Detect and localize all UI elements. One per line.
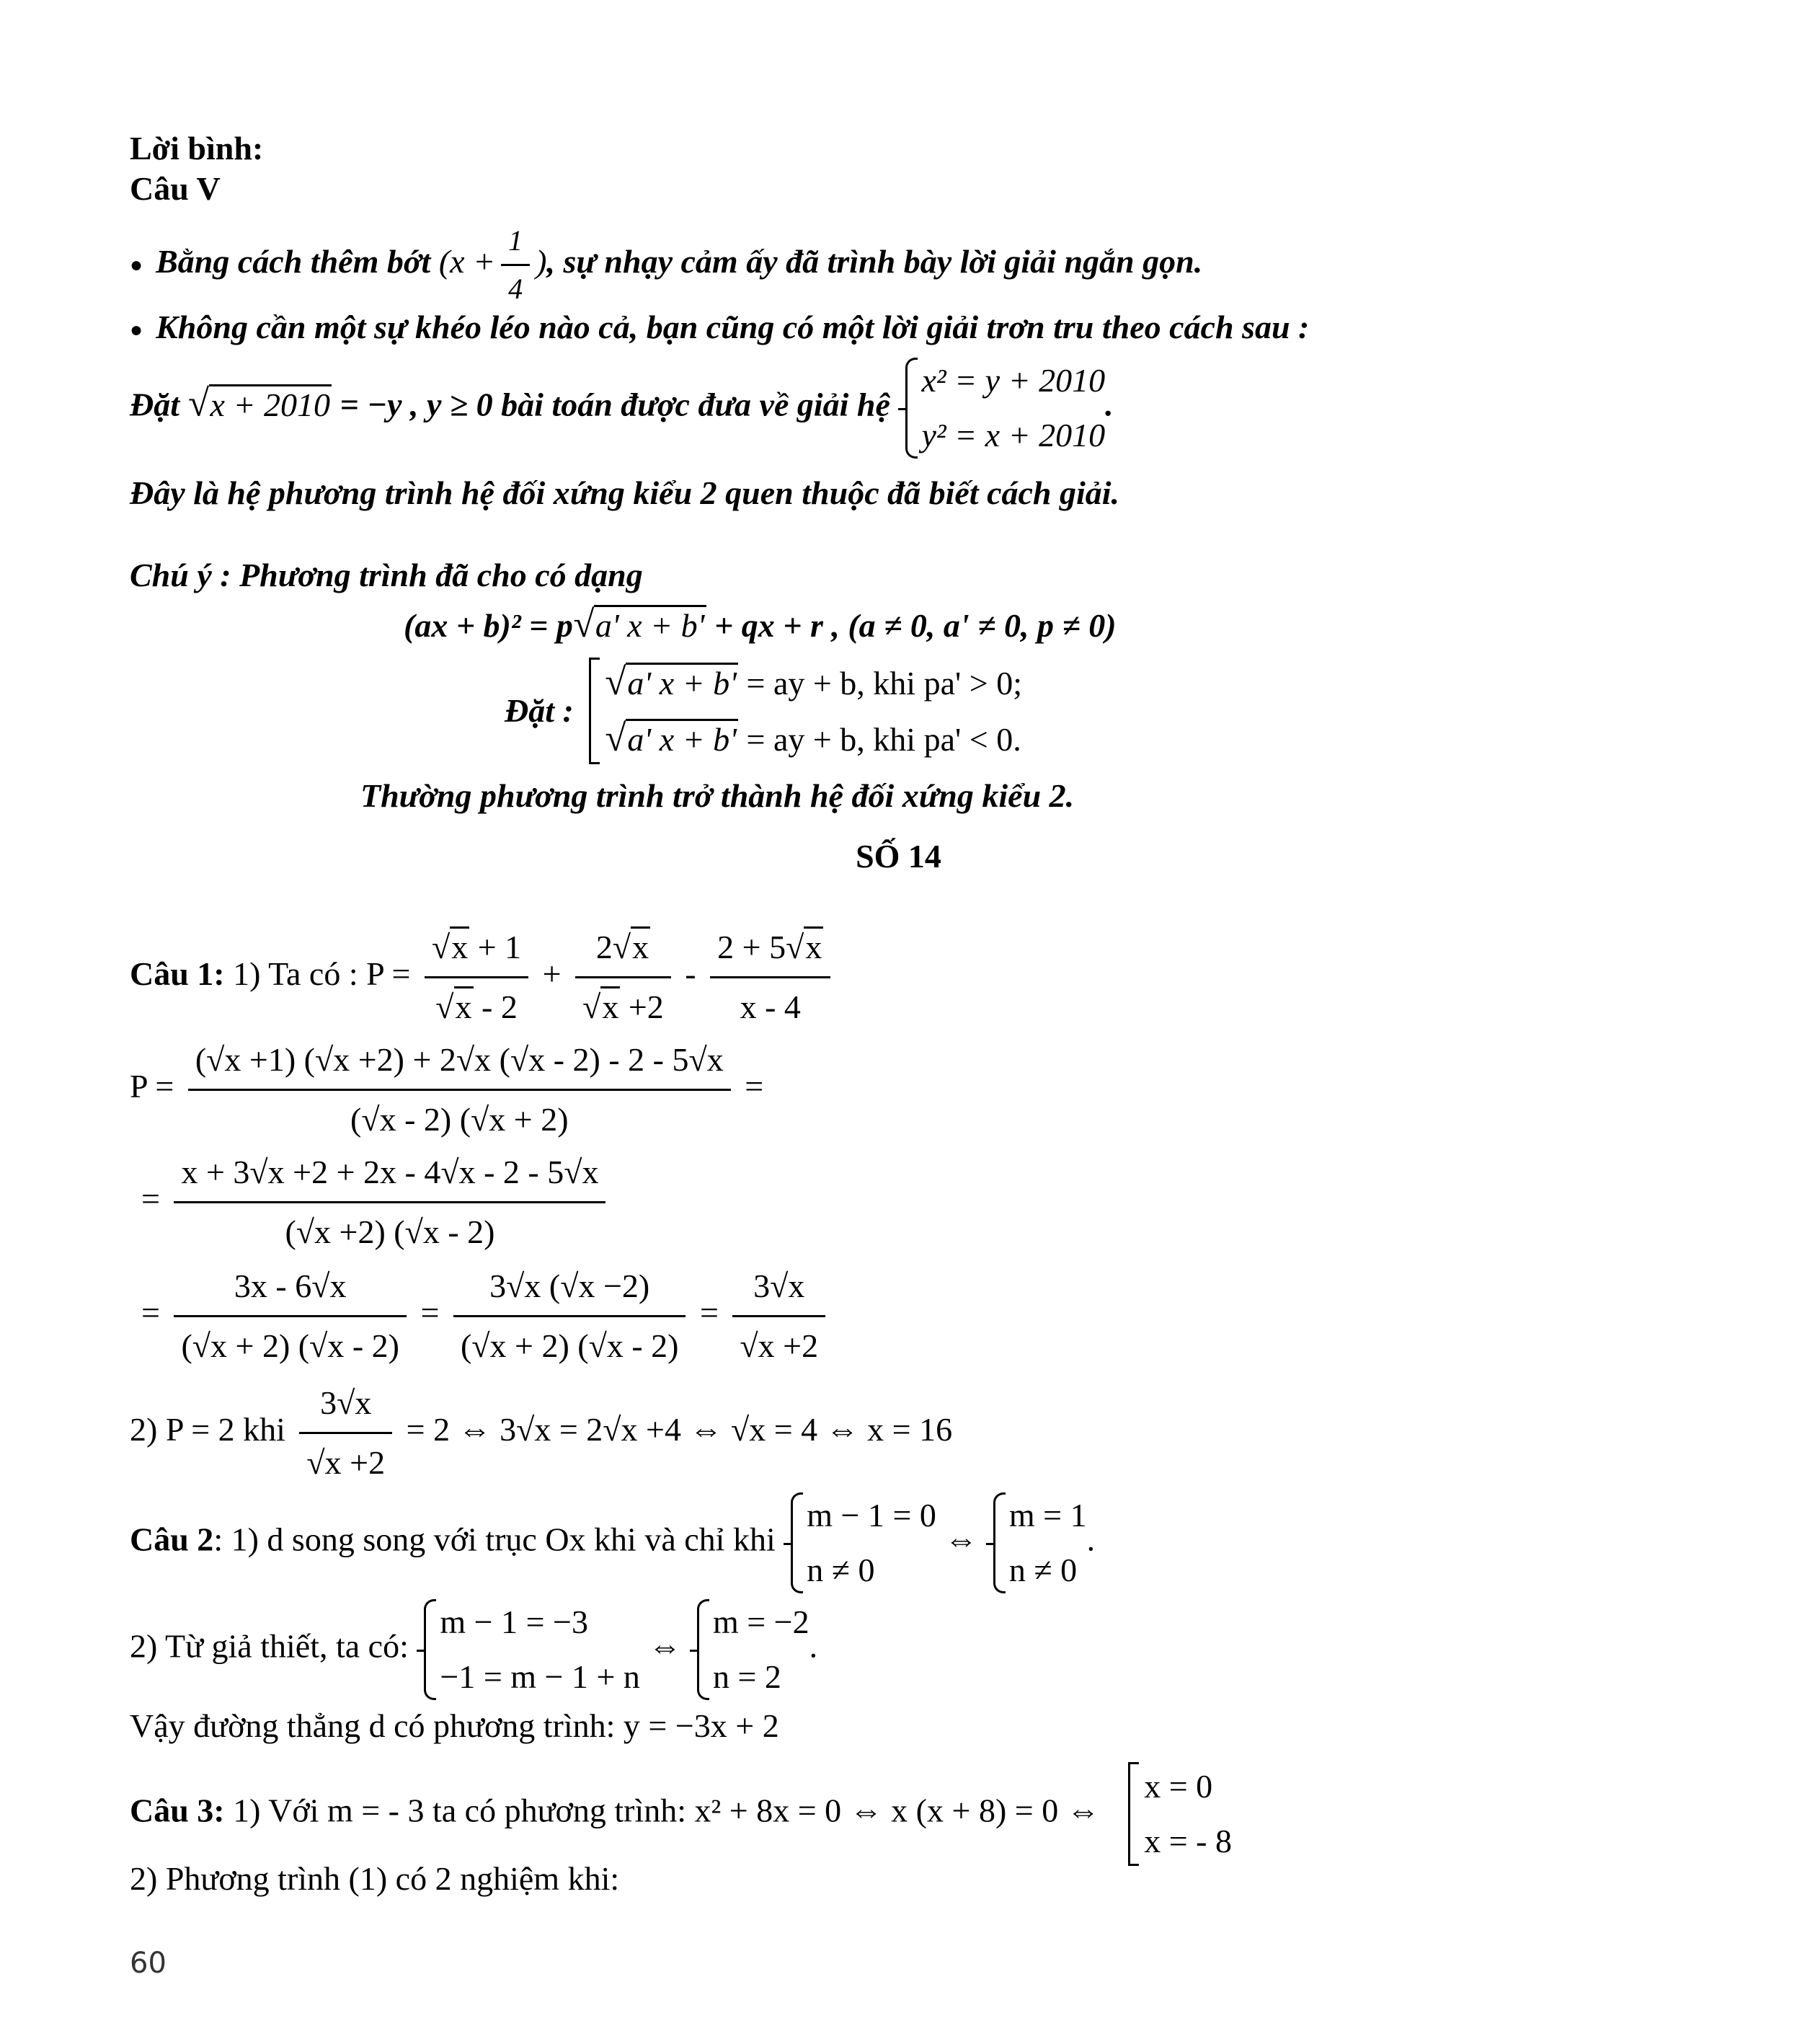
l2-lhs: P = bbox=[130, 1068, 174, 1105]
c2-l2-s2b: n = 2 bbox=[712, 1658, 781, 1695]
cau-2-line-2 bbox=[130, 1595, 817, 1704]
dat-label: Đặt bbox=[130, 386, 179, 423]
c2-s1b: n ≠ 0 bbox=[807, 1552, 875, 1588]
f1-den-root: x bbox=[454, 986, 474, 1025]
chu-y-result: Thường phương trình trở thành hệ đối xứng kiểu 2. bbox=[360, 777, 1075, 814]
cau-2-label: Câu 2 bbox=[130, 1521, 214, 1558]
c2-l2-end: . bbox=[809, 1627, 818, 1665]
f1-num-tail: + 1 bbox=[477, 929, 522, 965]
l4-fraction-1 bbox=[174, 1260, 407, 1372]
cau-2-system-2 bbox=[990, 1488, 1087, 1598]
cau-3-l1-text: 1) Với m = - 3 ta có phương trình: x² + 8x = 0 ⇔ x (x + 8) = 0 ⇔ bbox=[224, 1792, 1100, 1829]
conclusion-line: Đây là hệ phương trình hệ đối xứng kiểu 2 quen thuộc đã biết cách giải. bbox=[130, 474, 1120, 511]
case-1 bbox=[605, 655, 1022, 711]
cau-2-l1-text: : 1) d song song với trục Ox khi và chỉ khi bbox=[213, 1521, 776, 1558]
sqrt-icon: √ bbox=[572, 603, 594, 645]
sqrt-icon: √ bbox=[582, 988, 601, 1025]
iff-symbol: ⇔ bbox=[944, 1521, 978, 1558]
cau-1-line-3 bbox=[141, 1146, 611, 1258]
f1-den-tail: - 2 bbox=[482, 988, 518, 1025]
page-number: 60 bbox=[130, 1947, 167, 1980]
f2-den-root: x bbox=[600, 986, 620, 1025]
cau-3-label: Câu 3: bbox=[130, 1792, 225, 1829]
p2-pre: 2) P = 2 khi bbox=[130, 1411, 285, 1448]
c2-l2-s2a: m = −2 bbox=[712, 1603, 809, 1640]
case-1-radicand: a' x + b' bbox=[626, 663, 738, 702]
l4-fraction-3 bbox=[732, 1260, 825, 1372]
case-2-radicand: a' x + b' bbox=[626, 719, 738, 758]
p2-fraction bbox=[299, 1377, 392, 1489]
bullet-line-2 bbox=[130, 307, 1309, 350]
sqrt-icon: √ bbox=[612, 929, 631, 965]
fraction-3 bbox=[710, 921, 830, 1033]
l4-f2-den: (√x + 2) (√x - 2) bbox=[460, 1327, 679, 1364]
bullet-icon: ● bbox=[130, 318, 143, 342]
l3-fraction bbox=[174, 1146, 605, 1258]
l2-fraction bbox=[188, 1034, 731, 1146]
c2-s1a: m − 1 = 0 bbox=[807, 1497, 936, 1534]
quarter-fraction bbox=[501, 221, 530, 309]
fraction-2 bbox=[575, 921, 671, 1033]
bullet-1-pre: Bằng cách thêm bớt bbox=[156, 243, 431, 280]
bullet-line-1 bbox=[130, 221, 1202, 309]
bullet-1-post: , sự nhạy cảm ấy đã trình bày lời giải ngắn gọn. bbox=[546, 243, 1203, 280]
cau-1-line-4 bbox=[141, 1260, 831, 1372]
sqrt-icon: √ bbox=[431, 929, 451, 965]
c2-s2b: n ≠ 0 bbox=[1008, 1552, 1078, 1588]
l4-fraction-2 bbox=[453, 1260, 686, 1372]
l4-equals-3: = bbox=[699, 1294, 719, 1332]
loi-binh-heading: Lời bình: bbox=[130, 130, 264, 167]
cau-3-line-2: 2) Phương trình (1) có 2 nghiệm khi: bbox=[130, 1860, 620, 1897]
solution-1: x = 0 bbox=[1144, 1768, 1213, 1805]
sqrt-icon: √ bbox=[786, 929, 804, 965]
fraction-1 bbox=[425, 921, 528, 1033]
plus-sign: + bbox=[542, 955, 562, 993]
form-radicand: a' x + b' bbox=[594, 605, 706, 644]
expr-open: (x + bbox=[438, 243, 496, 280]
iff-symbol: ⇔ bbox=[648, 1627, 682, 1665]
cau-2-line-3: Vậy đường thẳng d có phương trình: y = −3x + 2 bbox=[130, 1707, 779, 1744]
substitution-cases bbox=[505, 655, 1022, 767]
f1-num-root: x bbox=[450, 926, 469, 965]
f2-num-head: 2 bbox=[595, 929, 613, 965]
cau-3-solutions bbox=[1125, 1759, 1232, 1869]
sqrt-icon: √ bbox=[605, 717, 626, 759]
cases-bracket bbox=[586, 655, 1022, 767]
dat-line bbox=[130, 353, 1114, 463]
c2-l2-s1b: −1 = m − 1 + n bbox=[440, 1658, 640, 1695]
sqrt-icon: √ bbox=[435, 988, 454, 1025]
f3-num-root: x bbox=[804, 926, 823, 965]
p2-den: √x +2 bbox=[306, 1444, 386, 1481]
system-braces bbox=[902, 353, 1105, 463]
l4-equals-2: = bbox=[420, 1294, 440, 1332]
section-title: SỐ 14 bbox=[856, 838, 941, 875]
general-form bbox=[404, 604, 1117, 646]
l4-equals-1: = bbox=[141, 1294, 160, 1332]
f2-num-root: x bbox=[631, 926, 650, 965]
dat-label-2: Đặt : bbox=[505, 692, 574, 729]
fraction-expression bbox=[438, 224, 547, 305]
sqrt-icon: √ bbox=[605, 661, 626, 703]
cau-2-system-1 bbox=[788, 1488, 936, 1598]
chu-y-intro: Chú ý : Phương trình đã cho có dạng bbox=[130, 557, 643, 593]
case-2 bbox=[605, 711, 1022, 767]
l4-f1-num: 3x - 6√x bbox=[174, 1260, 407, 1317]
l2-equals: = bbox=[745, 1068, 764, 1105]
f3-num-head: 2 + 5 bbox=[717, 929, 786, 965]
expr-close: ) bbox=[536, 243, 547, 280]
f2-den-tail: +2 bbox=[628, 988, 664, 1025]
l2-den: (√x - 2) (√x + 2) bbox=[350, 1101, 569, 1138]
cau-2-system-3 bbox=[421, 1595, 640, 1704]
l3-equals: = bbox=[141, 1180, 160, 1218]
cau-2-line-1 bbox=[130, 1488, 1095, 1598]
cau-1-part-2 bbox=[130, 1377, 952, 1489]
bullet-icon: ● bbox=[130, 252, 143, 277]
l3-den: (√x +2) (√x - 2) bbox=[285, 1213, 495, 1250]
cau-v-heading: Câu V bbox=[130, 170, 221, 207]
c2-l2-s1a: m − 1 = −3 bbox=[440, 1603, 588, 1640]
case-2-rest: = ay + b, khi pa' < 0. bbox=[738, 721, 1021, 758]
cau-2-system-4 bbox=[694, 1595, 809, 1704]
minus-sign: - bbox=[685, 955, 696, 993]
p2-post: = 2 ⇔ 3√x = 2√x +4 ⇔ √x = 4 ⇔ x = 16 bbox=[406, 1411, 953, 1448]
fraction-den: 4 bbox=[508, 273, 523, 305]
dat-middle-text: = −y , y ≥ 0 bài toán được đưa về giải hệ bbox=[332, 386, 890, 423]
case-1-rest: = ay + b, khi pa' > 0; bbox=[738, 665, 1023, 702]
cau-1-line-1 bbox=[130, 921, 836, 1033]
form-post: + qx + r , (a ≠ 0, a' ≠ 0, p ≠ 0) bbox=[706, 607, 1117, 644]
f3-den: x - 4 bbox=[740, 988, 801, 1025]
l4-f3-num: 3√x bbox=[732, 1260, 825, 1317]
form-pre: (ax + b)² = p bbox=[404, 607, 573, 644]
cau-1-line-2 bbox=[130, 1034, 763, 1146]
cau-1-label: Câu 1: bbox=[130, 955, 225, 993]
l4-f3-den: √x +2 bbox=[740, 1327, 819, 1364]
system-eq-1: x² = y + 2010 bbox=[921, 362, 1106, 399]
p2-num: 3√x bbox=[299, 1377, 392, 1434]
c2-s2a: m = 1 bbox=[1008, 1497, 1087, 1534]
sqrt-icon: √ bbox=[187, 382, 209, 425]
l3-num: x + 3√x +2 + 2x - 4√x - 2 - 5√x bbox=[174, 1146, 605, 1203]
l4-f2-num: 3√x (√x −2) bbox=[453, 1260, 686, 1317]
cau-3-line-1 bbox=[130, 1759, 1232, 1869]
l2-num: (√x +1) (√x +2) + 2√x (√x - 2) - 2 - 5√x bbox=[188, 1034, 731, 1091]
bullet-2-text: Không cần một sự khéo léo nào cả, bạn cũng có một lời giải trơn tru theo cách sau : bbox=[156, 309, 1310, 345]
cau-2-l2-text: 2) Từ giả thiết, ta có: bbox=[130, 1627, 409, 1665]
solution-2: x = - 8 bbox=[1144, 1823, 1232, 1859]
system-eq-2: y² = x + 2010 bbox=[921, 417, 1106, 454]
cau-1-intro: 1) Ta có : P = bbox=[224, 955, 411, 993]
fraction-num: 1 bbox=[501, 221, 530, 266]
dat-radicand: x + 2010 bbox=[209, 384, 332, 423]
l4-f1-den: (√x + 2) (√x - 2) bbox=[181, 1327, 399, 1364]
dat-end: . bbox=[1105, 386, 1114, 423]
c2-l1-end: . bbox=[1086, 1521, 1096, 1558]
